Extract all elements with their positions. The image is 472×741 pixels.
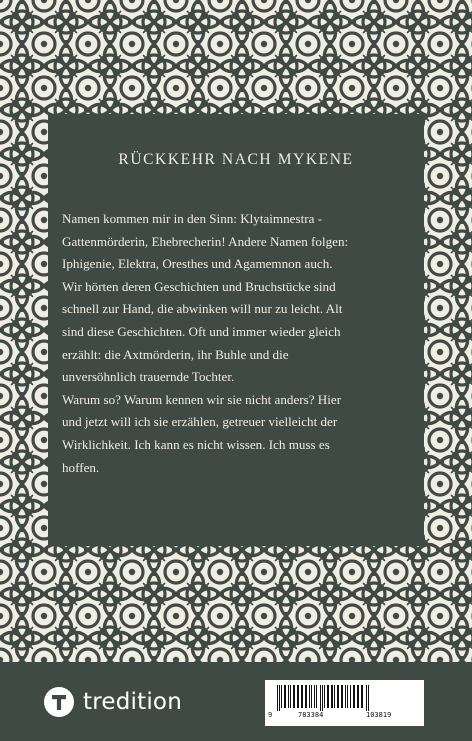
barcode-digits-left: 783384: [298, 711, 324, 719]
barcode-bar: [284, 685, 286, 708]
barcode-bar: [368, 685, 369, 711]
barcode-bar: [347, 685, 348, 708]
barcode-bar: [350, 685, 351, 708]
tredition-logo-icon: [43, 686, 75, 718]
blurb-line: Namen kommen mir in den Sinn: Klytaimnestra -: [62, 211, 323, 226]
blurb-line: Wirklichkeit. Ich kann es nicht wissen. Ich muss es: [62, 436, 330, 452]
barcode-bar: [334, 685, 335, 708]
barcode-bar: [290, 685, 291, 708]
barcode-digits-right: 103819: [366, 711, 392, 719]
barcode-bar: [324, 685, 325, 708]
blurb-line: Wir hörten deren Geschichten und Bruchstücke sind: [62, 278, 336, 294]
barcode-bar: [322, 685, 323, 711]
barcode-bar: [305, 685, 307, 708]
publisher-name: tredition: [83, 689, 182, 715]
barcode-digit-first: 9: [268, 711, 273, 719]
blurb-line: unversöhnlich trauernde Tochter.: [62, 369, 235, 385]
barcode-bar: [366, 685, 367, 711]
blurb-line: schnell zur Hand, die abwinken will nur zu leicht. Alt: [62, 301, 343, 317]
barcode-bar: [309, 685, 310, 708]
blurb-line: Iphigenie, Elektra, Oresthes und Agamemnon auch.: [62, 256, 333, 272]
barcode-bar: [288, 685, 289, 708]
book-blurb: [62, 208, 414, 479]
barcode-digits: [268, 711, 421, 723]
blurb-line: erzählt: die Axtmörderin, ihr Buhle und die: [62, 346, 289, 362]
barcode-bar: [327, 685, 329, 708]
barcode-bar: [320, 685, 321, 711]
barcode-bar: [281, 685, 282, 708]
barcode-bar: [279, 685, 280, 711]
barcode-bar: [277, 685, 278, 711]
barcode-bar: [337, 685, 339, 708]
barcode-bar: [341, 685, 343, 708]
barcode-bar: [311, 685, 312, 708]
blurb-line: Gattenmörderin, Ehebrecherin! Andere Namen folgen:: [62, 233, 349, 249]
barcode-bar: [361, 685, 363, 708]
barcode-bar: [353, 685, 355, 708]
barcode-bar: [316, 685, 317, 708]
barcode-bar: [297, 685, 299, 708]
barcode-bar: [314, 685, 315, 708]
blurb-line: Warum so? Warum kennen wir sie nicht anders? Hier: [62, 391, 342, 407]
blurb-line: sind diese Geschichten. Oft und immer wieder gleich: [62, 323, 341, 339]
blurb-line: hoffen.: [62, 459, 100, 475]
barcode-bar: [331, 685, 333, 708]
barcode-bar: [301, 685, 303, 708]
barcode-bar: [293, 685, 295, 708]
cover-footer: [0, 662, 472, 741]
blurb-line: und jetzt will ich sie erzählen, getreuer vielleicht der: [62, 414, 338, 430]
barcode-bar: [345, 685, 346, 708]
barcode-bars: [275, 685, 415, 711]
back-cover-panel: [48, 114, 424, 546]
book-title: RÜCKKEHR NACH MYKENE: [118, 151, 354, 168]
barcode-bar: [357, 685, 359, 708]
publisher-logo: [43, 685, 182, 719]
isbn-barcode: [265, 680, 424, 726]
